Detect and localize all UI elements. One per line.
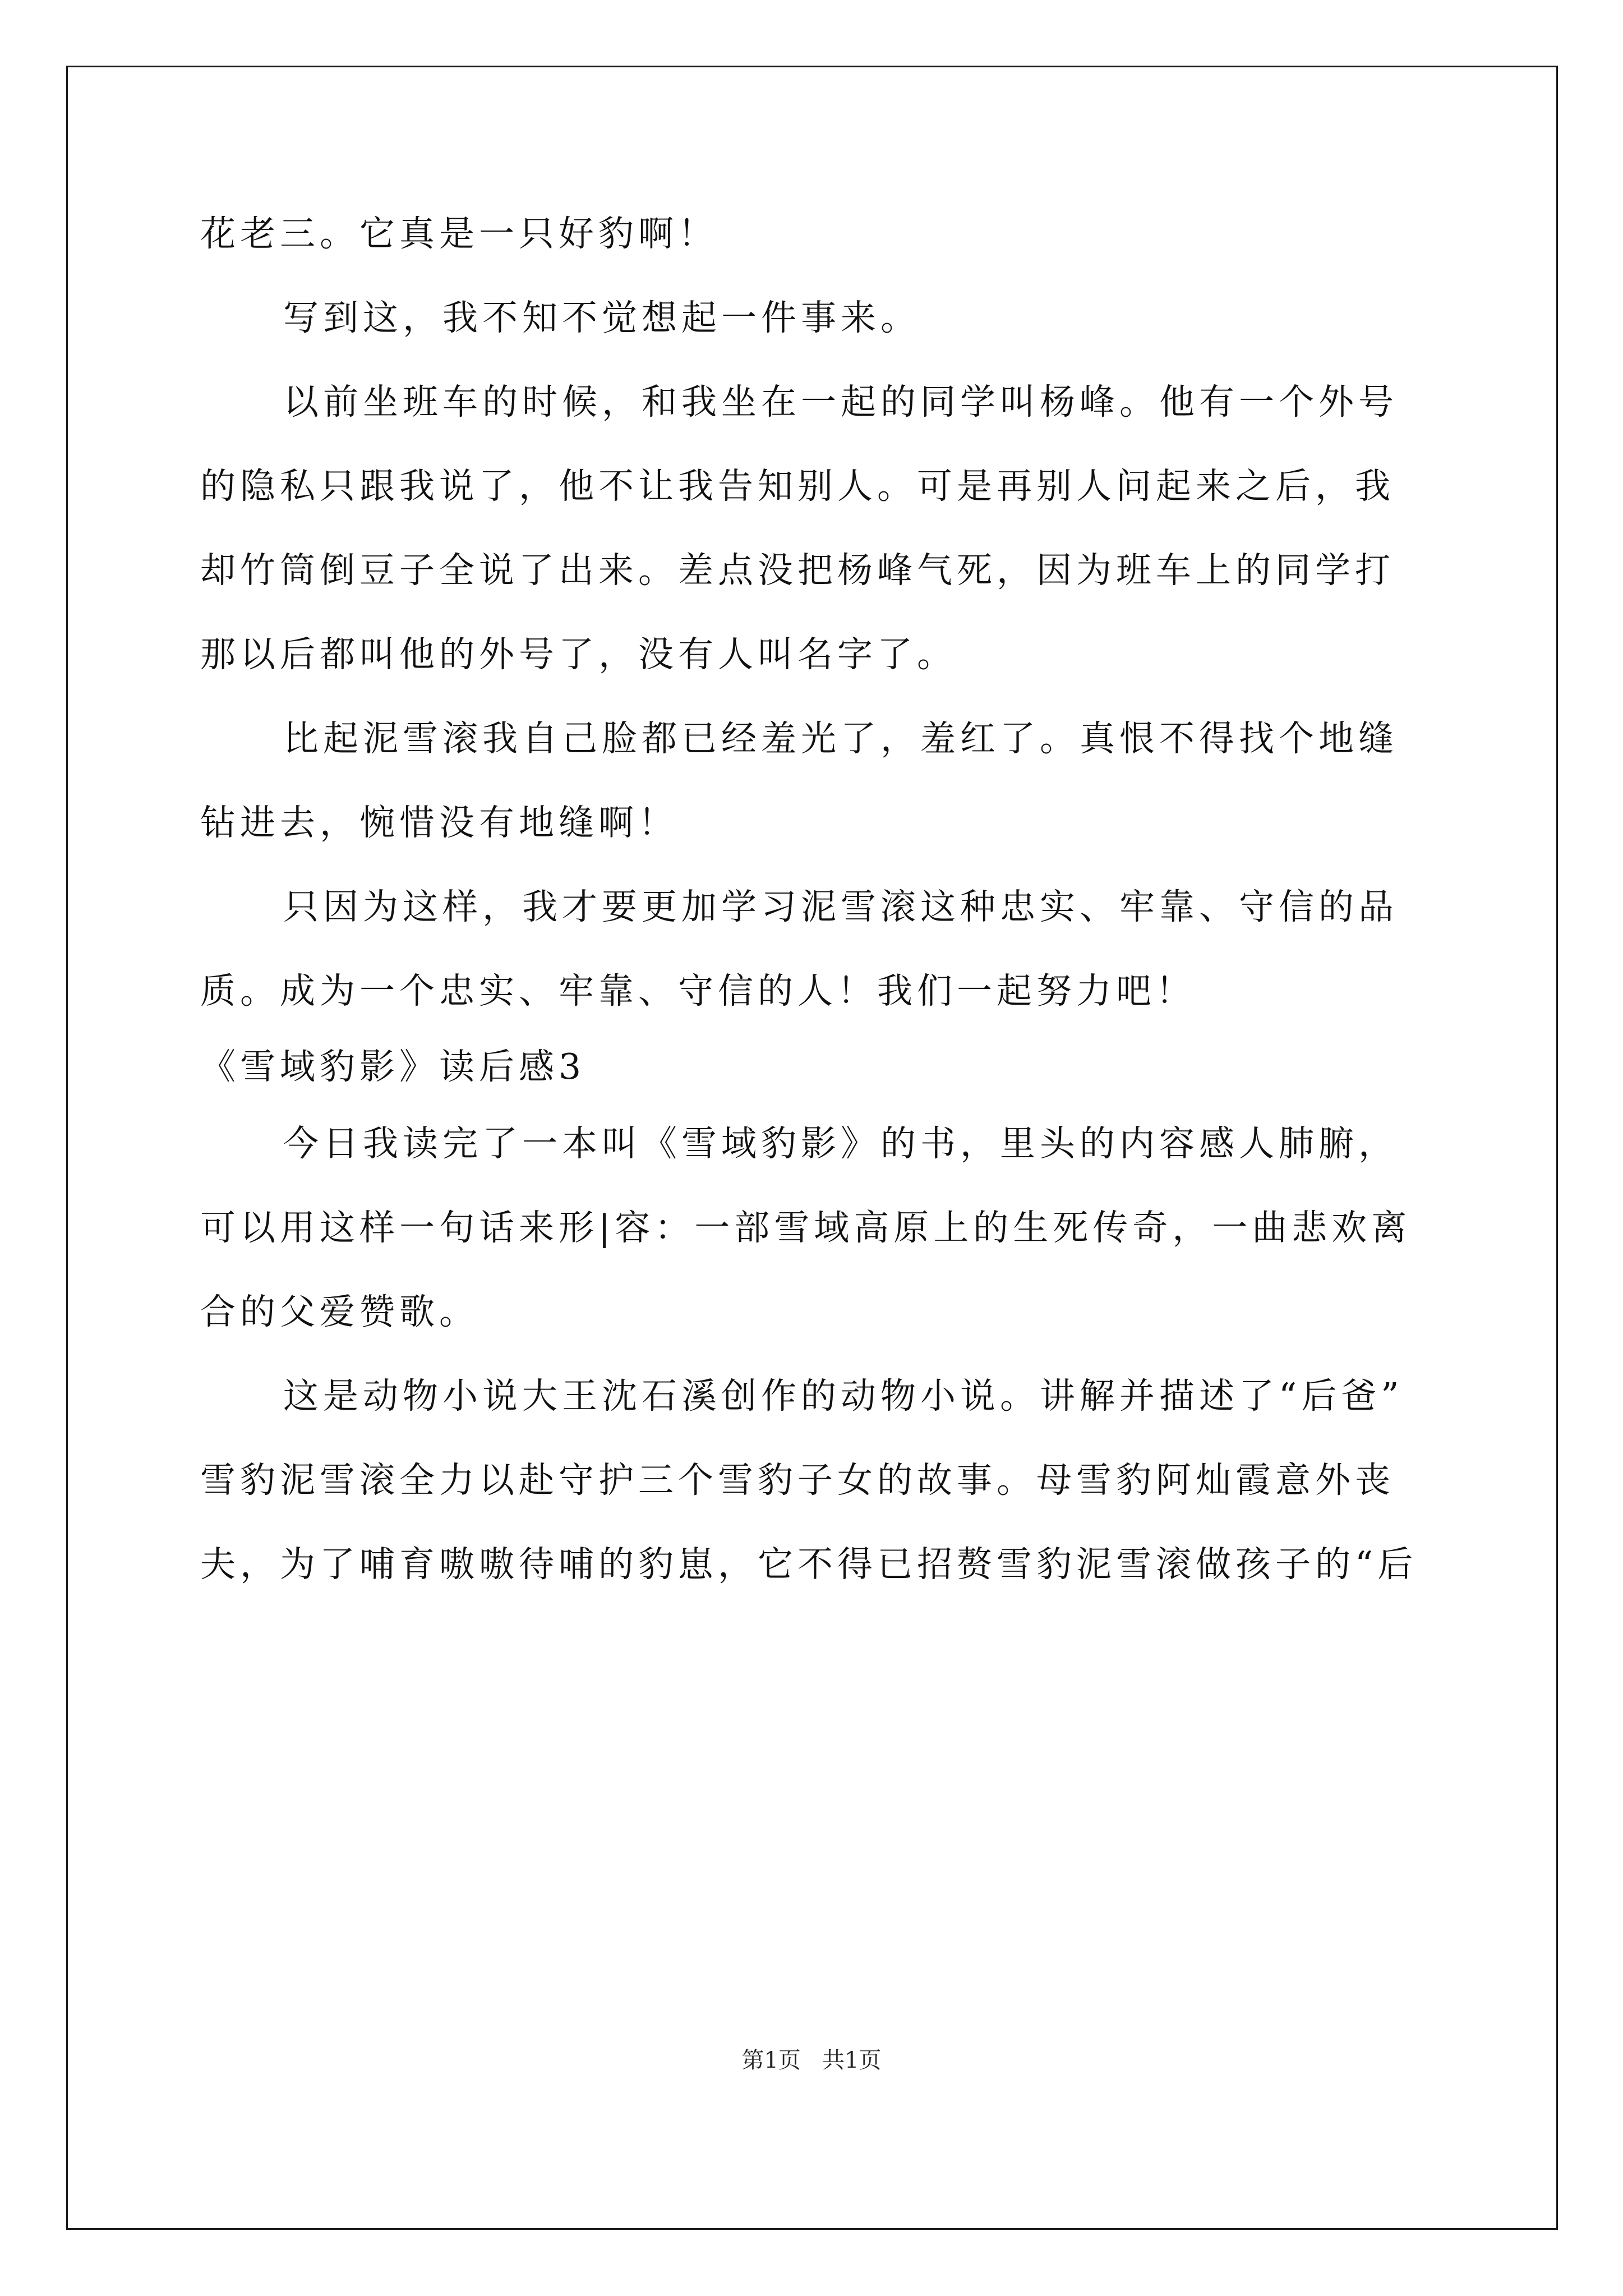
text-line-1: 花老三。它真是一只好豹啊！ (200, 213, 718, 254)
section-heading: 《雪域豹影》读后感3 (200, 1046, 586, 1087)
text-line-13: 可以用这样一句话来形|容：一部雪域高原上的生死传奇，一曲悲欢离 (200, 1207, 1412, 1248)
text-line-16: 雪豹泥雪滚全力以赴守护三个雪豹子女的故事。母雪豹阿灿霞意外丧 (200, 1460, 1395, 1501)
text-line-9: 只因为这样，我才要更加学习泥雪滚这种忠实、牢靠、守信的品 (283, 886, 1398, 927)
text-line-3: 以前坐班车的时候，和我坐在一起的同学叫杨峰。他有一个外号 (283, 381, 1398, 422)
text-line-10: 质。成为一个忠实、牢靠、守信的人！我们一起努力吧！ (200, 970, 1196, 1011)
text-line-17: 夫，为了哺育嗷嗷待哺的豹崽，它不得已招赘雪豹泥雪滚做孩子的“后 (200, 1544, 1418, 1585)
text-line-5: 却竹筒倒豆子全说了出来。差点没把杨峰气死，因为班车上的同学打 (200, 550, 1395, 591)
page-number-footer: 第1页 共1页 (741, 2047, 882, 2073)
text-line-14: 合的父爱赞歌。 (200, 1291, 479, 1332)
text-line-4: 的隐私只跟我说了，他不让我告知别人。可是再别人问起来之后，我 (200, 466, 1395, 507)
text-line-12: 今日我读完了一本叫《雪域豹影》的书，里头的内容感人肺腑， (283, 1123, 1398, 1164)
text-line-7: 比起泥雪滚我自己脸都已经羞光了，羞红了。真恨不得找个地缝 (283, 718, 1398, 759)
text-line-8: 钻进去，惋惜没有地缝啊！ (200, 802, 678, 843)
text-line-2: 写到这，我不知不觉想起一件事来。 (283, 297, 920, 338)
text-line-6: 那以后都叫他的外号了，没有人叫名字了。 (200, 634, 957, 675)
text-line-15: 这是动物小说大王沈石溪创作的动物小说。讲解并描述了“后爸” (283, 1375, 1404, 1416)
